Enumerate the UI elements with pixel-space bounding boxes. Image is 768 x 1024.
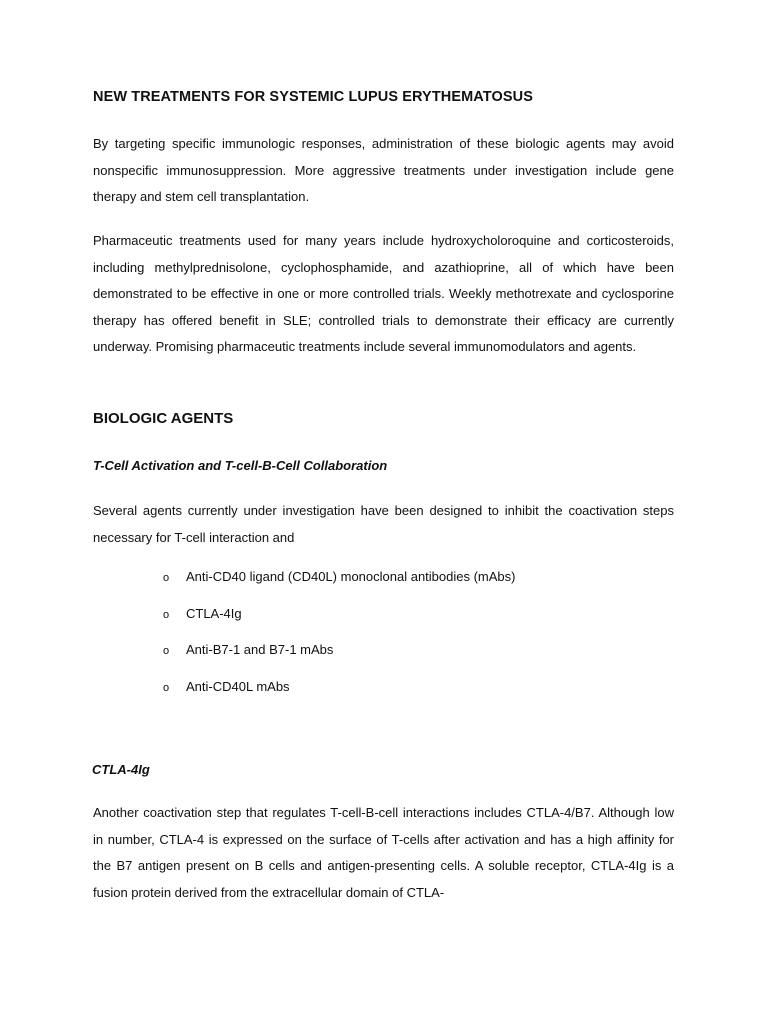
list-item-text: Anti-CD40 ligand (CD40L) monoclonal antibodies (mAbs) [186,569,516,584]
list-item [163,679,516,716]
ctla-paragraph: Another coactivation step that regulates T-cell-B-cell interactions includes CTLA-4/B7. Although low in number, CTLA-4 is expressed on the surface of T-cells after activation and has a high affinity for the B7 antigen present on B cells and antigen-presenting cells. A soluble receptor, CTLA-4Ig is a fusion protein derived from the extracellular domain of CTLA- [93,805,674,900]
subheading-ctla-4ig: CTLA-4Ig [92,762,150,777]
list-item-text: Anti-CD40L mAbs [186,678,290,694]
document-title: NEW TREATMENTS FOR SYSTEMIC LUPUS ERYTHEMATOSUS [93,89,533,105]
agent-list [163,569,516,715]
subheading-t-cell-activation: T-Cell Activation and T-cell-B-Cell Collaboration [93,458,388,473]
list-item-text: Anti-B7-1 and B7-1 mAbs [186,642,334,657]
pharmaceutic-paragraph: Pharmaceutic treatments used for many years include hydroxycholoroquine and corticosteroids, including methylprednisolone, cyclophosphamide, and azathioprine, all of which have been demonstrated to be effective in one or more controlled trials. Weekly methotrexate and cyclosporine therapy has offered benefit in SLE; controlled trials to demonstrate their efficacy are currently underway. Promising pharmaceutic treatments include several immunomodulators and agents. [93,233,674,355]
bullet-marker-icon: o [163,572,170,584]
bullet-marker-icon: o [163,645,170,657]
intro-paragraph: By targeting specific immunologic responses, administration of these biologic agents may avoid nonspecific immunosuppression. More aggressive treatments under investigation include gene therapy and stem cell transplantation. [93,136,674,205]
bullet-marker-icon: o [163,608,170,621]
list-item [163,569,516,606]
section-heading-biologic-agents: BIOLOGIC AGENTS [93,410,234,427]
list-item [163,606,516,643]
bullet-marker-icon: o [163,681,170,694]
list-item [163,642,516,679]
list-item-text: CTLA-4Ig [186,605,242,621]
agents-paragraph: Several agents currently under investigation have been designed to inhibit the coactivation steps necessary for T-cell interaction and [93,503,674,545]
